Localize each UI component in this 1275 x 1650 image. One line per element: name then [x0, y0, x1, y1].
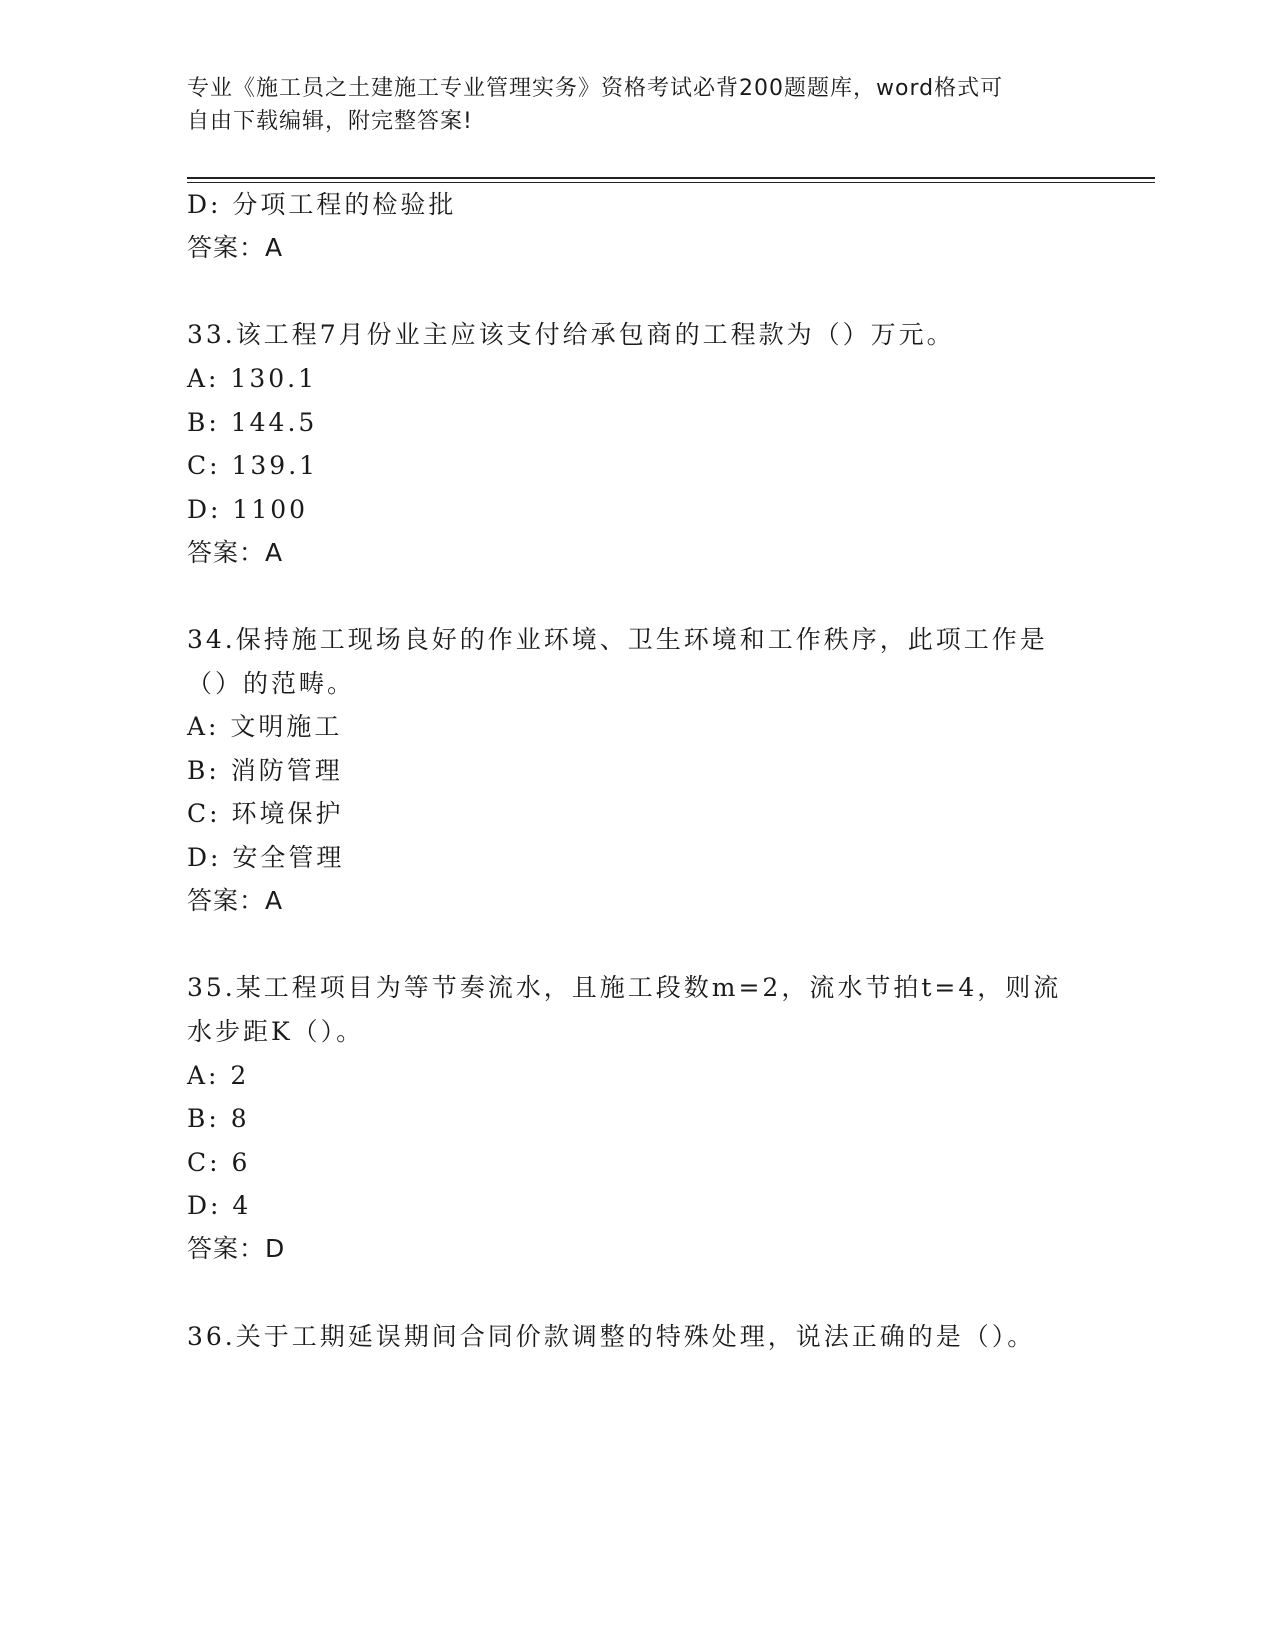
header-rule-thick [187, 177, 1155, 179]
header-rule-thin [187, 182, 1155, 183]
prev-question-option-d: D: 分项工程的检验批 [187, 190, 457, 219]
question-35-stem-line-1: 35.某工程项目为等节奏流水，且施工段数m=2，流水节拍t=4，则流 [187, 973, 1062, 1002]
question-34-stem-line-1: 34.保持施工现场良好的作业环境、卫生环境和工作秩序，此项工作是 [187, 625, 1048, 654]
question-35-option-b: B: 8 [187, 1104, 250, 1133]
document-header [187, 72, 1067, 138]
question-36-stem: 36.关于工期延误期间合同价款调整的特殊处理，说法正确的是（）。 [187, 1322, 1036, 1351]
question-35-option-a: A: 2 [187, 1061, 250, 1090]
header-line-1: 专业《施工员之土建施工专业管理实务》资格考试必背200题题库，word格式可 [187, 76, 1004, 101]
question-35-option-c: C: 6 [187, 1148, 251, 1177]
question-33-option-a: A: 130.1 [187, 364, 317, 393]
header-line-2: 自由下载编辑，附完整答案! [187, 109, 473, 134]
question-35-option-d: D: 4 [187, 1191, 252, 1220]
question-34-option-b: B: 消防管理 [187, 756, 343, 785]
question-34-option-d: D: 安全管理 [187, 843, 345, 872]
question-34-answer: 答案：A [187, 886, 284, 915]
question-33-stem: 33.该工程7月份业主应该支付给承包商的工程款为（）万元。 [187, 320, 955, 349]
question-35-answer: 答案：D [187, 1234, 286, 1263]
question-34-option-c: C: 环境保护 [187, 799, 344, 828]
prev-question-answer: 答案：A [187, 233, 284, 262]
question-33-option-d: D: 1100 [187, 495, 309, 524]
question-35-stem-line-2: 水步距K（）。 [187, 1017, 365, 1046]
question-33-option-b: B: 144.5 [187, 408, 318, 437]
question-33-answer: 答案：A [187, 538, 284, 567]
question-33-option-c: C: 139.1 [187, 451, 319, 480]
question-34-stem-line-2: （）的范畴。 [187, 669, 356, 698]
question-34-option-a: A: 文明施工 [187, 712, 343, 741]
